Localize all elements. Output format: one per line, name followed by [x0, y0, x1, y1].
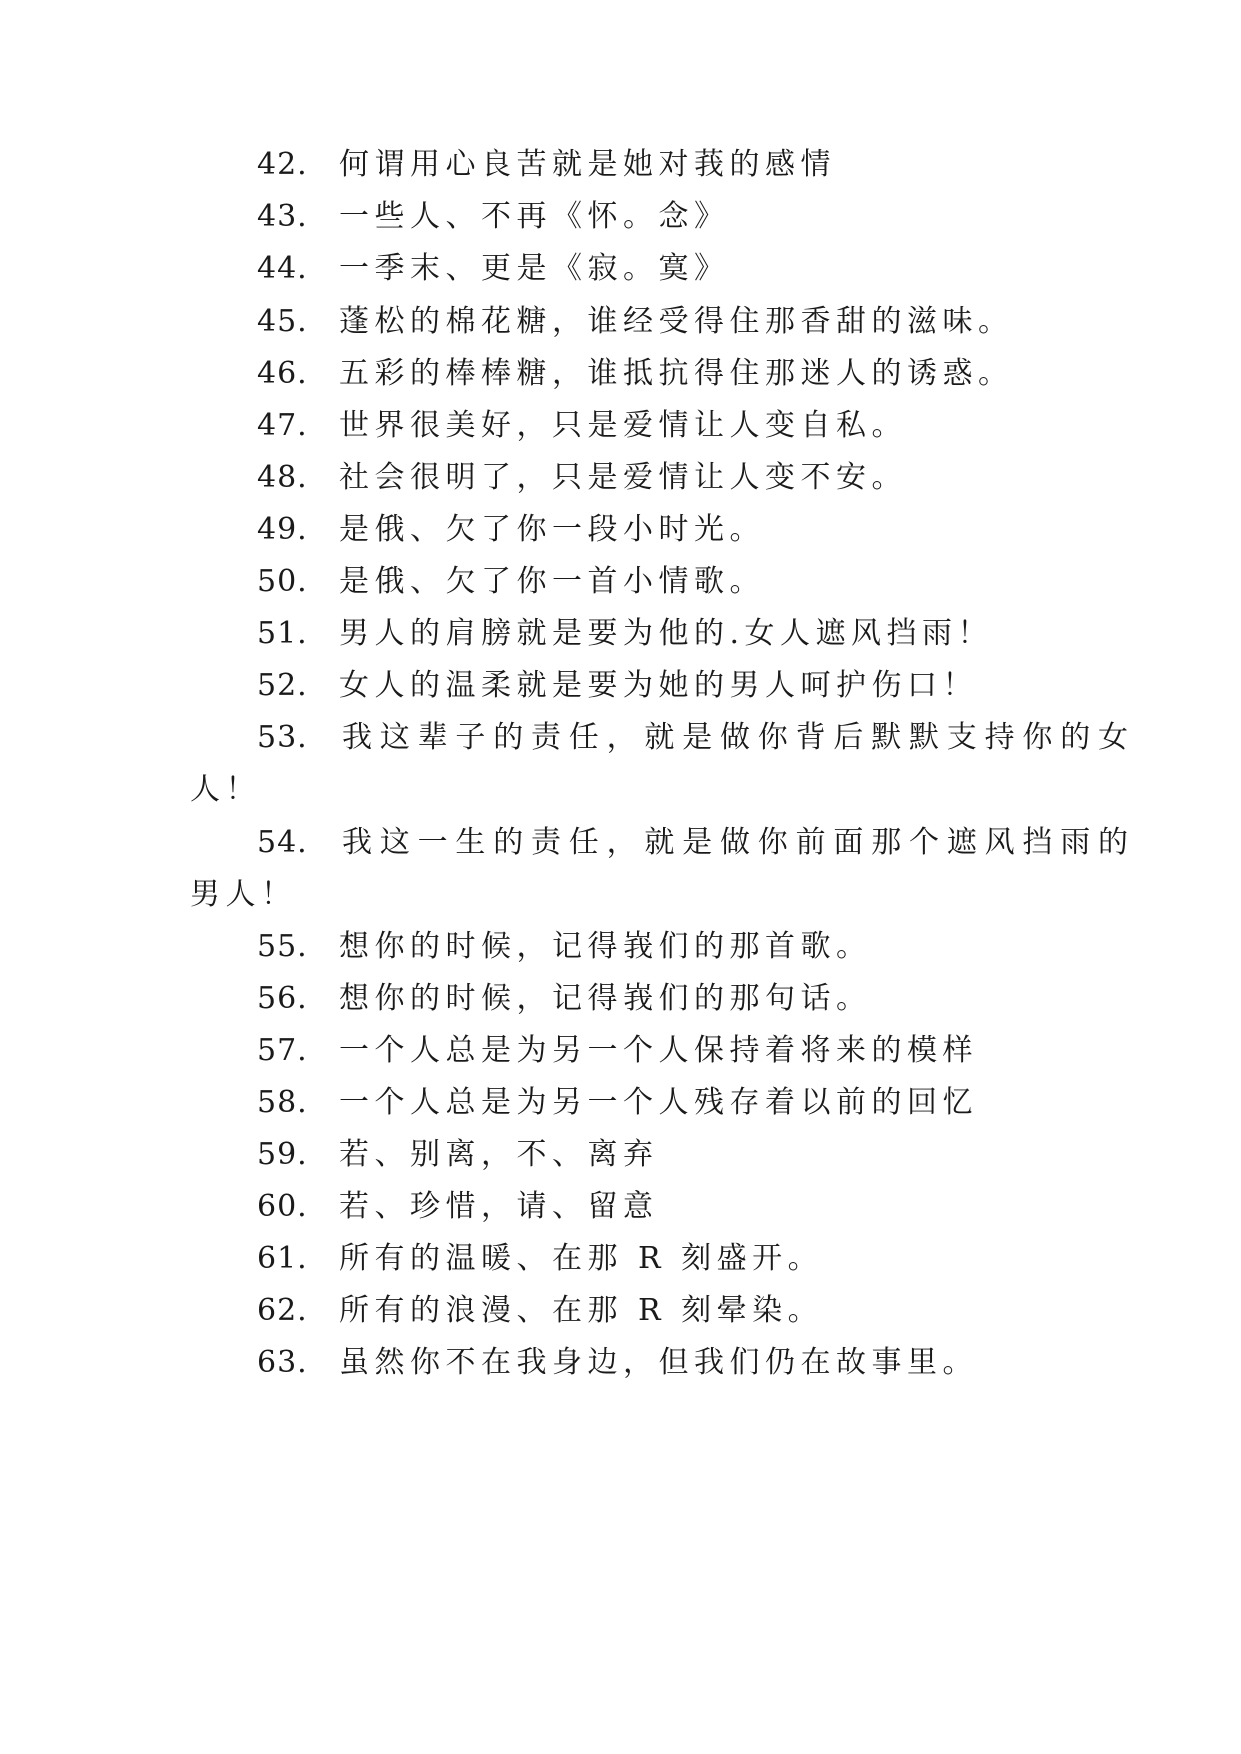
item-number: 48. — [257, 460, 308, 495]
list-item — [0, 1334, 1241, 1392]
item-number: 55. — [257, 929, 308, 964]
list-item — [0, 814, 1241, 872]
list-item — [0, 1230, 1241, 1288]
item-number: 57. — [257, 1033, 308, 1068]
list-item — [0, 918, 1241, 976]
item-text: 一个人总是为另一个人保持着将来的模样 — [339, 1033, 978, 1068]
item-text: 一些人、不再《怀。念》 — [339, 199, 730, 234]
list-item — [0, 605, 1241, 663]
item-text: 我这辈子的责任，就是做你背后默默支持你的女 — [342, 720, 1136, 755]
item-number: 60. — [257, 1189, 308, 1224]
item-number: 54. — [257, 825, 308, 860]
item-number: 47. — [257, 408, 308, 443]
item-text: 是俄、欠了你一首小情歌。 — [339, 564, 765, 599]
list-item — [0, 188, 1241, 246]
item-text: 蓬松的棉花糖，谁经受得住那香甜的滋味。 — [339, 304, 1014, 339]
item-text: 想你的时候，记得峩们的那句话。 — [339, 981, 872, 1016]
list-item — [0, 345, 1241, 403]
item-number: 44. — [257, 251, 308, 286]
item-text: 虽然你不在我身边，但我们仍在故事里。 — [339, 1345, 978, 1380]
item-number: 63. — [257, 1345, 308, 1380]
list-item — [0, 293, 1241, 351]
item-number: 56. — [257, 981, 308, 1016]
list-item — [0, 709, 1241, 767]
list-item — [0, 1022, 1241, 1080]
item-text: 想你的时候，记得峩们的那首歌。 — [339, 929, 872, 964]
item-text: 一个人总是为另一个人残存着以前的回忆 — [339, 1085, 978, 1120]
item-text-continuation: 男人！ — [190, 877, 297, 912]
item-text: 一季末、更是《寂。寞》 — [339, 251, 730, 286]
item-text: 所有的温暖、在那 R 刻盛开。 — [339, 1241, 824, 1276]
item-text: 我这一生的责任，就是做你前面那个遮风挡雨的 — [342, 825, 1136, 860]
item-number: 49. — [257, 512, 308, 547]
list-item — [0, 397, 1241, 455]
list-item — [0, 1178, 1241, 1236]
item-number: 45. — [257, 304, 308, 339]
item-number: 61. — [257, 1241, 308, 1276]
item-number: 52. — [257, 668, 308, 703]
list-item — [0, 1282, 1241, 1340]
item-text: 若、别离，不、离弃 — [339, 1137, 659, 1172]
item-text: 何谓用心良苦就是她对莪的感情 — [339, 147, 836, 182]
item-number: 51. — [257, 616, 308, 651]
list-item — [0, 501, 1241, 559]
item-text: 所有的浪漫、在那 R 刻晕染。 — [339, 1293, 824, 1328]
item-text: 五彩的棒棒糖，谁抵抗得住那迷人的诱惑。 — [339, 356, 1014, 391]
list-item — [0, 240, 1241, 298]
list-item — [0, 657, 1241, 715]
item-text: 世界很美好，只是爱情让人变自私。 — [339, 408, 907, 443]
list-item — [0, 553, 1241, 611]
list-item — [0, 449, 1241, 507]
item-text: 男人的肩膀就是要为他的.女人遮风挡雨！ — [339, 616, 994, 651]
list-item-continuation — [0, 761, 1241, 819]
item-number: 58. — [257, 1085, 308, 1120]
item-text: 是俄、欠了你一段小时光。 — [339, 512, 765, 547]
list-item — [0, 1126, 1241, 1184]
list-item-continuation — [0, 866, 1241, 924]
item-number: 62. — [257, 1293, 308, 1328]
item-number: 59. — [257, 1137, 308, 1172]
list-item — [0, 1074, 1241, 1132]
item-number: 46. — [257, 356, 308, 391]
item-number: 42. — [257, 147, 308, 182]
item-text: 若、珍惜，请、留意 — [339, 1189, 659, 1224]
list-item — [0, 136, 1241, 194]
item-text-continuation: 人！ — [190, 772, 261, 807]
list-item — [0, 970, 1241, 1028]
item-number: 53. — [257, 720, 308, 755]
item-number: 43. — [257, 199, 308, 234]
item-number: 50. — [257, 564, 308, 599]
item-text: 社会很明了，只是爱情让人变不安。 — [339, 460, 907, 495]
item-text: 女人的温柔就是要为她的男人呵护伤口！ — [339, 668, 978, 703]
